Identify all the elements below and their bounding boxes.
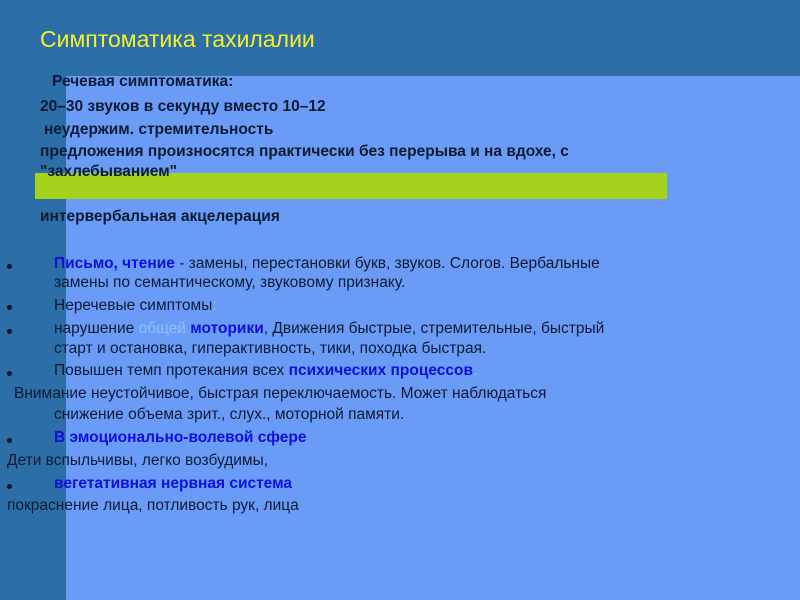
emotional-text: Дети вспыльчивы, легко возбудимы, bbox=[7, 452, 269, 469]
attention-text-cont: снижение объема зрит., слух., моторной памяти. bbox=[54, 406, 405, 423]
item-writing bbox=[54, 255, 600, 273]
item-tempo bbox=[54, 362, 477, 380]
motor-general: общей bbox=[138, 320, 186, 337]
bullet-icon bbox=[7, 438, 12, 443]
motor-prefix: нарушение bbox=[54, 320, 139, 337]
speech-line-impetuous: неудержим. стремительность bbox=[44, 121, 274, 138]
writing-text-cont: замены по семантическому, звуковому признаку. bbox=[54, 274, 406, 291]
tempo-text: Повышен темп протекания всех bbox=[54, 362, 289, 379]
bullet-icon bbox=[7, 371, 12, 376]
writing-text: - замены, перестановки букв, звуков. Слогов. Вербальные bbox=[174, 255, 600, 272]
item-motor bbox=[54, 320, 604, 338]
attention-text: Внимание неустойчивое, быстрая переключаемость. Может наблюдаться bbox=[14, 385, 547, 402]
nonspeech-label: Неречевые симптомы bbox=[54, 297, 213, 314]
tempo-highlight: психических процессов bbox=[288, 362, 473, 379]
nonspeech-colon: : bbox=[212, 297, 217, 314]
tempo-comma: , bbox=[473, 362, 478, 379]
vegetative-label: вегетативная нервная система bbox=[54, 475, 292, 492]
speech-line-choking: "захлебыванием" bbox=[40, 163, 178, 180]
motor-text-cont: старт и остановка, гиперактивность, тики, походка быстрая. bbox=[54, 340, 487, 357]
speech-line-acceleration: интервербальная акцелерация bbox=[40, 208, 280, 225]
writing-label: Письмо, чтение bbox=[54, 255, 175, 272]
speech-heading: Речевая симптоматика: bbox=[52, 73, 234, 90]
vegetative-text: покраснение лица, потливость рук, лица bbox=[7, 497, 299, 514]
motor-word: моторики bbox=[190, 320, 264, 337]
bullet-icon bbox=[7, 264, 12, 269]
speech-line-sentences: предложения произносятся практически без перерыва и на вдохе, с bbox=[40, 143, 569, 160]
motor-text: , Движения быстрые, стремительные, быстрый bbox=[263, 320, 605, 337]
slide-title: Симптоматика тахилалии bbox=[40, 26, 315, 52]
bullet-icon bbox=[7, 305, 12, 310]
speech-line-rate: 20–30 звуков в секунду вместо 10–12 bbox=[40, 98, 326, 115]
bullet-icon bbox=[7, 484, 12, 489]
bullet-icon bbox=[7, 329, 12, 334]
emotional-label: В эмоционально-волевой сфере bbox=[54, 429, 307, 446]
item-nonspeech bbox=[54, 297, 217, 315]
